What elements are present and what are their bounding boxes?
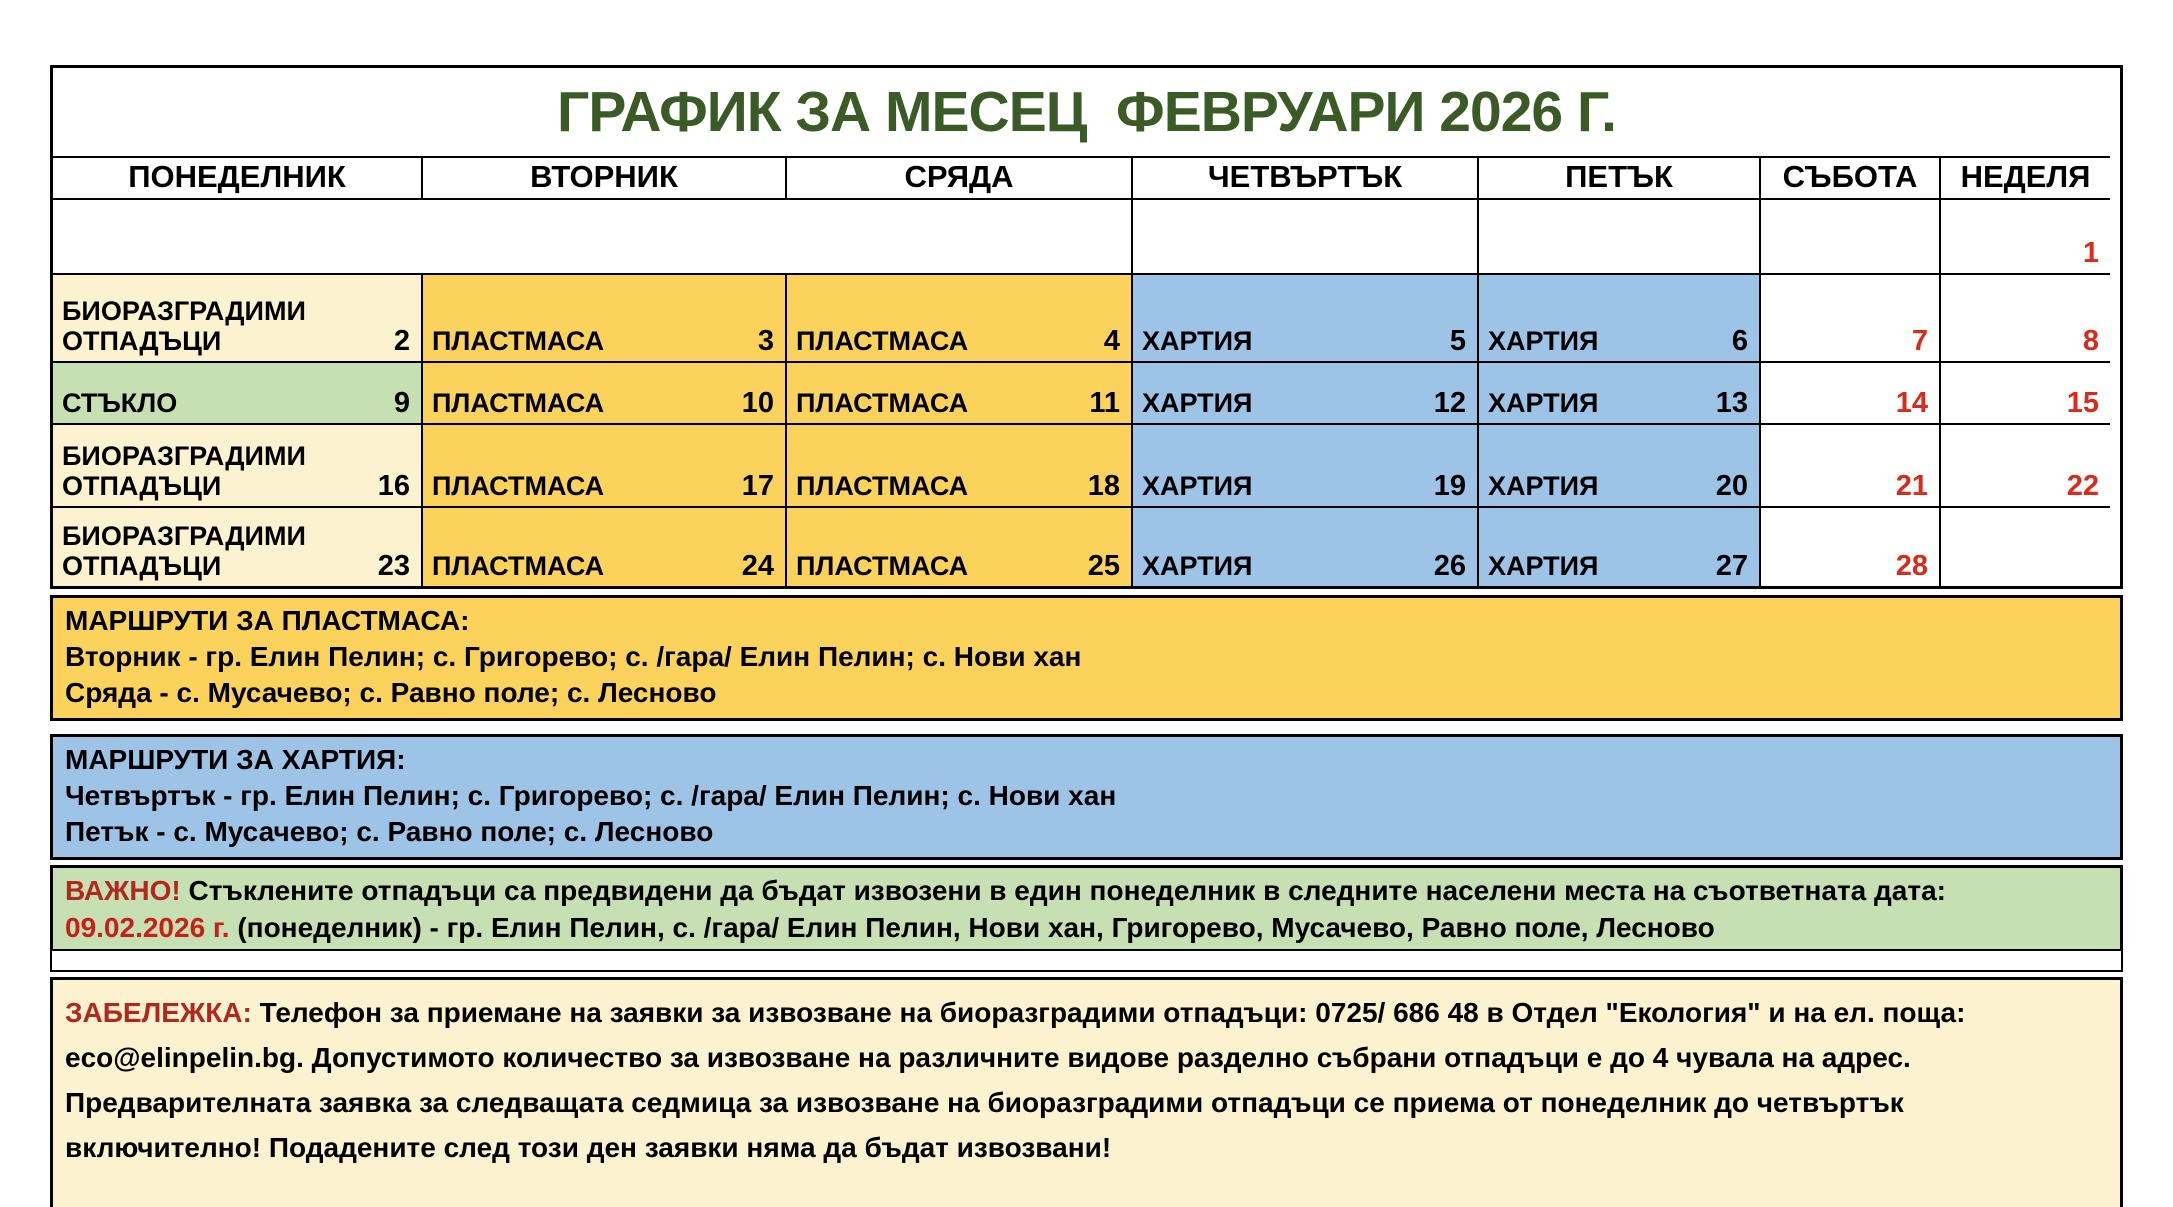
cell-day-number: 12 bbox=[1433, 387, 1466, 419]
day-header-saturday: СЪБОТА bbox=[1759, 156, 1939, 198]
calendar-cell-day-10 bbox=[421, 361, 785, 423]
week-row-2 bbox=[53, 273, 2120, 361]
plastic-routes-title: МАРШРУТИ ЗА ПЛАСТМАСА: bbox=[65, 605, 470, 636]
calendar-cell-day-18 bbox=[785, 423, 1131, 506]
calendar-cell-day-21 bbox=[1759, 423, 1939, 506]
empty-strip bbox=[50, 949, 2123, 972]
cell-day-number: 16 bbox=[377, 470, 410, 502]
cell-label: СТЪКЛО bbox=[62, 388, 178, 418]
cell-day-number: 9 bbox=[393, 387, 410, 419]
calendar-cell-day-6 bbox=[1477, 273, 1759, 361]
calendar-cell-empty bbox=[1131, 198, 1477, 273]
plastic-routes-tuesday: Вторник - гр. Елин Пелин; с. Григорево; с. /гара/ Елин Пелин; с. Нови хан bbox=[65, 641, 1082, 672]
calendar-cell-day-27 bbox=[1477, 506, 1759, 586]
calendar-cell-day-17 bbox=[421, 423, 785, 506]
calendar-cell-day-2 bbox=[53, 273, 421, 361]
calendar-cell-day-12 bbox=[1131, 361, 1477, 423]
cell-day-number: 14 bbox=[1895, 387, 1928, 419]
cell-day-number: 25 bbox=[1087, 550, 1120, 582]
paper-routes-box bbox=[50, 734, 2123, 860]
important-label: ВАЖНО! bbox=[65, 875, 181, 906]
cell-label: ХАРТИЯ bbox=[1142, 471, 1253, 501]
calendar-cell-empty bbox=[1939, 506, 2110, 586]
cell-day-number: 13 bbox=[1715, 387, 1748, 419]
calendar-cell-day-14 bbox=[1759, 361, 1939, 423]
calendar-cell-day-19 bbox=[1131, 423, 1477, 506]
page-title: ГРАФИК ЗА МЕСЕЦ ФЕВРУАРИ 2026 Г. bbox=[557, 80, 1616, 144]
cell-label: ПЛАСТМАСА bbox=[432, 471, 605, 501]
important-glass-box bbox=[50, 865, 2123, 955]
cell-day-number: 6 bbox=[1731, 325, 1748, 357]
cell-label: БИОРАЗГРАДИМИ ОТПАДЪЦИ bbox=[62, 521, 306, 581]
important-text-2: (понеделник) - гр. Елин Пелин, с. /гара/ Елин Пелин, Нови хан, Григорево, Мусачево, Равно поле, Лесново bbox=[229, 912, 1715, 943]
cell-day-number: 5 bbox=[1449, 325, 1466, 357]
day-header-tuesday: ВТОРНИК bbox=[421, 156, 785, 198]
note-box bbox=[50, 977, 2123, 1207]
week-row-1 bbox=[53, 198, 2120, 273]
calendar-cell-empty bbox=[1477, 198, 1759, 273]
calendar-cell-day-4 bbox=[785, 273, 1131, 361]
cell-day-number: 17 bbox=[741, 470, 774, 502]
cell-label: ХАРТИЯ bbox=[1142, 388, 1253, 418]
cell-label: ПЛАСТМАСА bbox=[432, 551, 605, 581]
cell-day-number: 23 bbox=[377, 550, 410, 582]
important-text-1: Стъклените отпадъци са предвидени да бъдат извозени в един понеделник в следните населени места на съответната дата: bbox=[180, 875, 1946, 906]
day-header-thursday: ЧЕТВЪРТЪК bbox=[1131, 156, 1477, 198]
cell-day-number: 27 bbox=[1715, 550, 1748, 582]
note-label: ЗАБЕЛЕЖКА: bbox=[65, 997, 252, 1028]
cell-label: ПЛАСТМАСА bbox=[432, 388, 605, 418]
cell-day-number: 3 bbox=[757, 325, 774, 357]
calendar-cell-day-15 bbox=[1939, 361, 2110, 423]
calendar-cell-day-24 bbox=[421, 506, 785, 586]
cell-day-number: 22 bbox=[2066, 470, 2099, 502]
calendar-cell-day-8 bbox=[1939, 273, 2110, 361]
cell-day-number: 1 bbox=[2082, 237, 2099, 269]
note-line-2: eco@elinpelin.bg. Допустимото количество за извозване на различните видове разделно събрани отпадъци е до 4 чувала на адрес. bbox=[65, 1042, 1911, 1073]
cell-day-number: 19 bbox=[1433, 470, 1466, 502]
cell-day-number: 21 bbox=[1895, 470, 1928, 502]
important-line-2 bbox=[65, 909, 2108, 946]
plastic-routes-wednesday: Сряда - с. Мусачево; с. Равно поле; с. Лесново bbox=[65, 677, 717, 708]
cell-day-number: 15 bbox=[2066, 387, 2099, 419]
day-header-friday: ПЕТЪК bbox=[1477, 156, 1759, 198]
cell-label: ХАРТИЯ bbox=[1142, 326, 1253, 356]
calendar-cell-day-9 bbox=[53, 361, 421, 423]
cell-label: ПЛАСТМАСА bbox=[432, 326, 605, 356]
cell-label: ПЛАСТМАСА bbox=[796, 326, 969, 356]
week-row-5 bbox=[53, 506, 2120, 586]
day-header-sunday: НЕДЕЛЯ bbox=[1939, 156, 2110, 198]
calendar-cell-day-11 bbox=[785, 361, 1131, 423]
cell-label: ПЛАСТМАСА bbox=[796, 551, 969, 581]
calendar-cell-day-23 bbox=[53, 506, 421, 586]
cell-label: ПЛАСТМАСА bbox=[796, 388, 969, 418]
cell-day-number: 28 bbox=[1895, 550, 1928, 582]
calendar-cell-day-26 bbox=[1131, 506, 1477, 586]
cell-label: ХАРТИЯ bbox=[1488, 551, 1599, 581]
calendar-cell-day-28 bbox=[1759, 506, 1939, 586]
note-line-3: Предварителната заявка за следващата седмица за извозване на биоразградими отпадъци се приема от понеделник до четвъртък bbox=[65, 1087, 1904, 1118]
important-line-1 bbox=[65, 872, 2108, 909]
glass-collection-date: 09.02.2026 г. bbox=[65, 912, 230, 943]
plastic-routes-box bbox=[50, 595, 2123, 721]
cell-day-number: 7 bbox=[1911, 325, 1928, 357]
calendar-cell-day-1 bbox=[1939, 198, 2110, 273]
paper-routes-title: МАРШРУТИ ЗА ХАРТИЯ: bbox=[65, 744, 406, 775]
cell-label: ПЛАСТМАСА bbox=[796, 471, 969, 501]
paper-routes-thursday: Четвъртък - гр. Елин Пелин; с. Григорево; с. /гара/ Елин Пелин; с. Нови хан bbox=[65, 780, 1117, 811]
calendar-cell-day-13 bbox=[1477, 361, 1759, 423]
week-row-3 bbox=[53, 361, 2120, 423]
calendar-cell-day-20 bbox=[1477, 423, 1759, 506]
day-header-row bbox=[53, 156, 2120, 198]
cell-day-number: 26 bbox=[1433, 550, 1466, 582]
cell-day-number: 24 bbox=[741, 550, 774, 582]
cell-day-number: 20 bbox=[1715, 470, 1748, 502]
cell-day-number: 2 bbox=[393, 325, 410, 357]
calendar-cell-empty bbox=[1759, 198, 1939, 273]
cell-label: ХАРТИЯ bbox=[1142, 551, 1253, 581]
week-row-4 bbox=[53, 423, 2120, 506]
cell-day-number: 18 bbox=[1087, 470, 1120, 502]
paper-routes-friday: Петък - с. Мусачево; с. Равно поле; с. Лесново bbox=[65, 816, 714, 847]
cell-label: ХАРТИЯ bbox=[1488, 326, 1599, 356]
calendar-cell-day-22 bbox=[1939, 423, 2110, 506]
cell-day-number: 10 bbox=[741, 387, 774, 419]
cell-label: ХАРТИЯ bbox=[1488, 388, 1599, 418]
day-header-monday: ПОНЕДЕЛНИК bbox=[53, 156, 421, 198]
cell-label: ХАРТИЯ bbox=[1488, 471, 1599, 501]
cell-label: БИОРАЗГРАДИМИ ОТПАДЪЦИ bbox=[62, 296, 306, 356]
calendar-table bbox=[50, 65, 2123, 589]
cell-day-number: 8 bbox=[2082, 325, 2099, 357]
cell-day-number: 4 bbox=[1103, 325, 1120, 357]
calendar-cell-day-3 bbox=[421, 273, 785, 361]
note-line-1 bbox=[65, 990, 2108, 1035]
note-line-4: включително! Подадените след този ден заявки няма да бъдат извозвани! bbox=[65, 1132, 1112, 1163]
calendar-cell-empty bbox=[53, 198, 1131, 273]
calendar-cell-day-5 bbox=[1131, 273, 1477, 361]
day-header-wednesday: СРЯДА bbox=[785, 156, 1131, 198]
note-text-1: Телефон за приемане на заявки за извозване на биоразградими отпадъци: 0725/ 686 48 в Отдел "Екология" и на ел. поща: bbox=[251, 997, 1966, 1028]
calendar-cell-day-25 bbox=[785, 506, 1131, 586]
cell-label: БИОРАЗГРАДИМИ ОТПАДЪЦИ bbox=[62, 441, 306, 501]
calendar-cell-day-16 bbox=[53, 423, 421, 506]
calendar-cell-day-7 bbox=[1759, 273, 1939, 361]
cell-day-number: 11 bbox=[1089, 387, 1120, 419]
title-row bbox=[53, 68, 2120, 156]
